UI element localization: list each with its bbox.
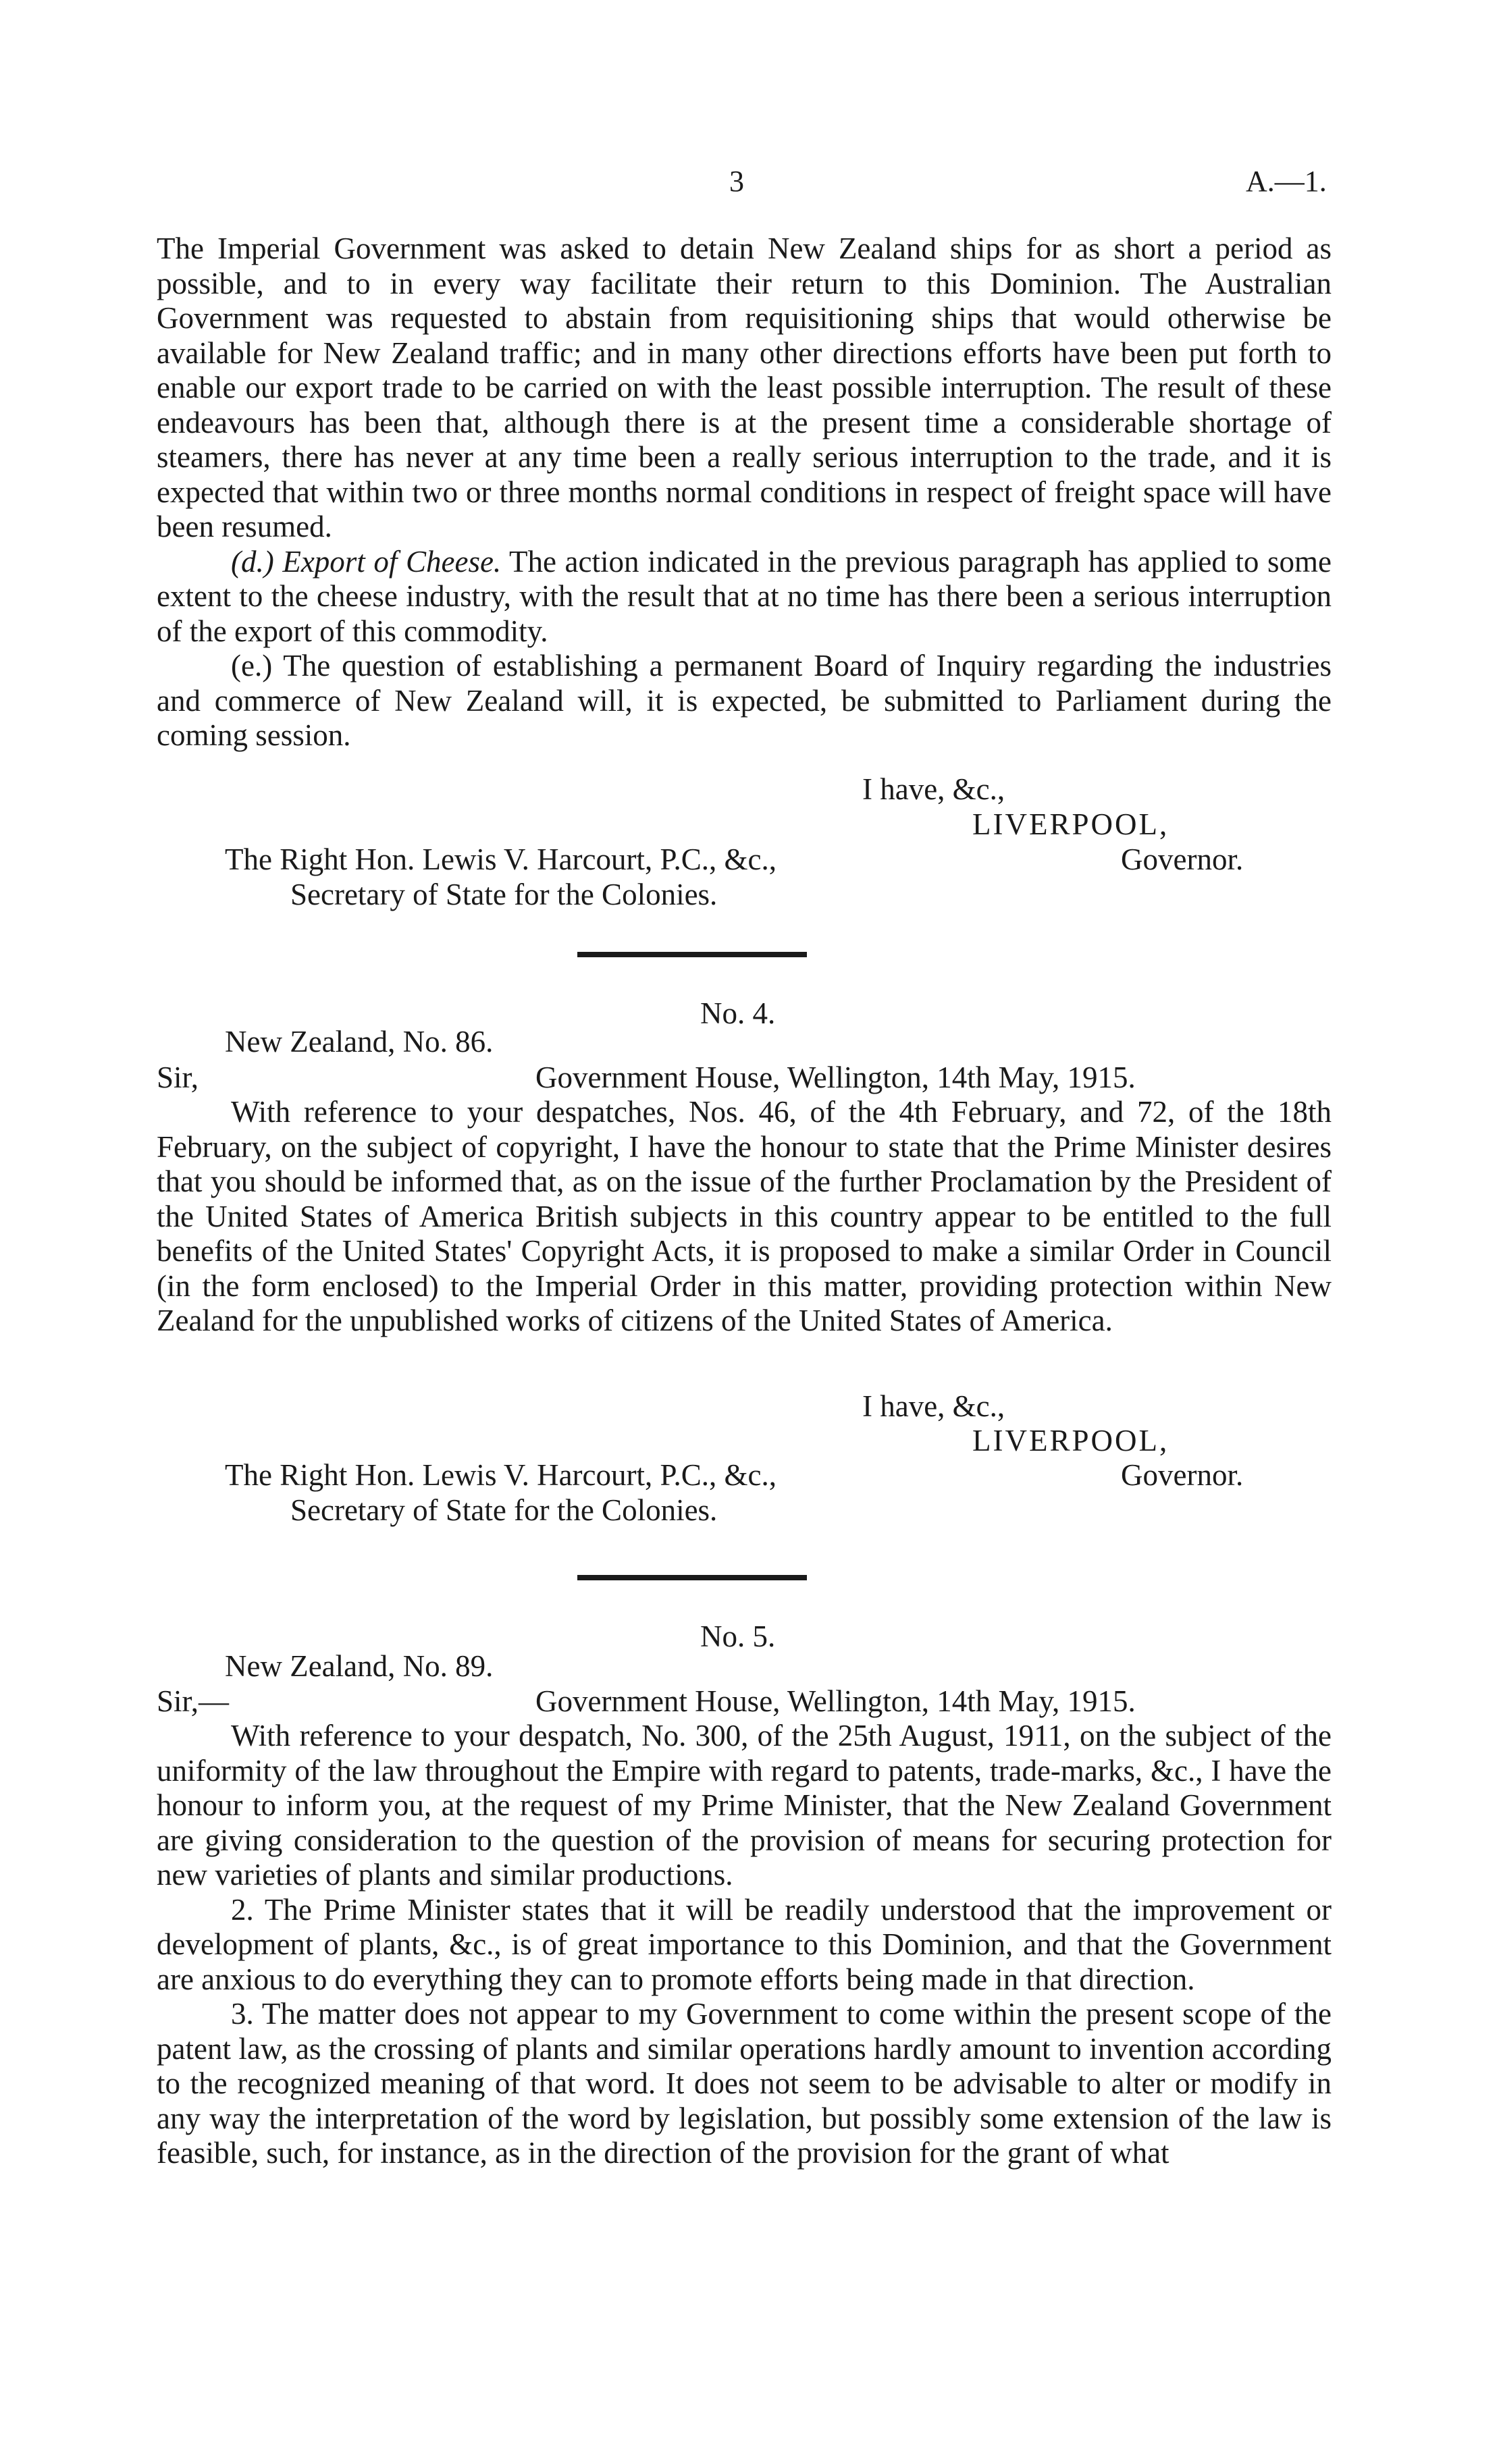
letter-4-paragraph: With reference to your despatches, Nos. 46, of the 4th February, and 72, of the 18th February, on the subject of copyright, I have the honour to state that the Prime Minister desires that you should be informed that, as on the issue of the further Proclamation by the President of the United States of America British subjects in this country appear to be entitled to the full benefits of the United States' Copyright Acts, it is proposed to make a similar Order in Council (in the form enclosed) to the Imperial Order in this matter, providing protection within New Zealand for the unpublished works of citizens of the United States of America.	[157, 1095, 1332, 1337]
letter-5-number: No. 5.	[700, 1619, 776, 1653]
letter-4-place-date: Government House, Wellington, 14th May, 1915.	[535, 1061, 1136, 1094]
paragraph-d-label: (d.)	[231, 544, 274, 579]
letter-5-place-date: Government House, Wellington, 14th May, 1915.	[535, 1684, 1136, 1718]
letter-5-body	[157, 1719, 1332, 2171]
letter-4-reference: New Zealand, No. 86.	[225, 1025, 494, 1059]
letter-4-salutation: Sir,	[157, 1061, 199, 1094]
letter-4-addressee-line-1: The Right Hon. Lewis V. Harcourt, P.C., &c.,	[225, 1458, 777, 1492]
document-reference: A.—1.	[1246, 165, 1327, 198]
letter-4-number: No. 4.	[700, 996, 776, 1030]
letter-5-paragraph-1: With reference to your despatch, No. 300, of the 25th August, 1911, on the subject of the uniformity of the law throughout the Empire with regard to patents, trade-marks, &c., I have the honour to inform you, at the request of my Prime Minister, that the New Zealand Government are giving consideration to the question of the provision of means for securing protection for new varieties of plants and similar productions.	[157, 1719, 1332, 1892]
letter-4-addressee-title: Governor.	[1121, 1458, 1244, 1492]
closing-i-have: I have, &c.,	[862, 772, 1005, 806]
addressee-line-2: Secretary of State for the Colonies.	[290, 878, 718, 911]
paragraph-e: (e.) The question of establishing a permanent Board of Inquiry regarding the industries and commerce of New Zealand will, it is expected, be submitted to Parliament during the coming session.	[157, 649, 1332, 752]
letter-4-addressee-line-2: Secretary of State for the Colonies.	[290, 1493, 718, 1527]
page-number: 3	[729, 165, 744, 198]
closing-signature: LIVERPOOL,	[972, 807, 1169, 841]
top-section	[157, 232, 1332, 753]
letter-4-closing-i-have: I have, &c.,	[862, 1389, 1005, 1423]
letter-5-paragraph-3: 3. The matter does not appear to my Government to come within the present scope of the patent law, as the crossing of plants and similar operations hardly amount to invention according to the recognized meaning of that word. It does not seem to be advisable to alter or modify in any way the interpretation of the word by legislation, but possibly some extension of the law is feasible, such, for instance, as in the direction of the provision for the grant of what	[157, 1997, 1332, 2170]
paragraph-d-text: The action indicated in the previous paragraph has applied to some extent to the cheese industry, with the result that at no time has there been a serious interruption of the export of this commodity.	[157, 544, 1332, 648]
addressee-line-1: The Right Hon. Lewis V. Harcourt, P.C., &c.,	[225, 842, 777, 876]
letter-5-salutation: Sir,—	[157, 1684, 229, 1718]
letter-4-body	[157, 1095, 1332, 1339]
paragraph-continued: The Imperial Government was asked to detain New Zealand ships for as short a period as possible, and to in every way facilitate their return to this Dominion. The Australian Government was requested to abstain from requisitioning ships that would otherwise be available for New Zealand traffic; and in many other directions efforts have been put forth to enable our export trade to be carried on with the least possible interruption. The result of these endeavours has been that, although there is at the present time a considerable shortage of steamers, there has never at any time been a really serious interruption to the trade, and it is expected that within two or three months normal conditions in respect of freight space will have been resumed.	[157, 232, 1332, 543]
section-divider	[577, 1575, 807, 1580]
paragraph-d-heading: Export of Cheese.	[282, 544, 502, 579]
paragraph-d	[157, 545, 1332, 649]
letter-5-reference: New Zealand, No. 89.	[225, 1649, 494, 1683]
letter-4-signature: LIVERPOOL,	[972, 1424, 1169, 1457]
letter-5-paragraph-2: 2. The Prime Minister states that it will be readily understood that the improvement or development of plants, &c., is of great importance to this Dominion, and that the Government are anxious to do everything they can to promote efforts being made in that direction.	[157, 1892, 1332, 1996]
addressee-title: Governor.	[1121, 842, 1244, 876]
section-divider	[577, 952, 807, 957]
